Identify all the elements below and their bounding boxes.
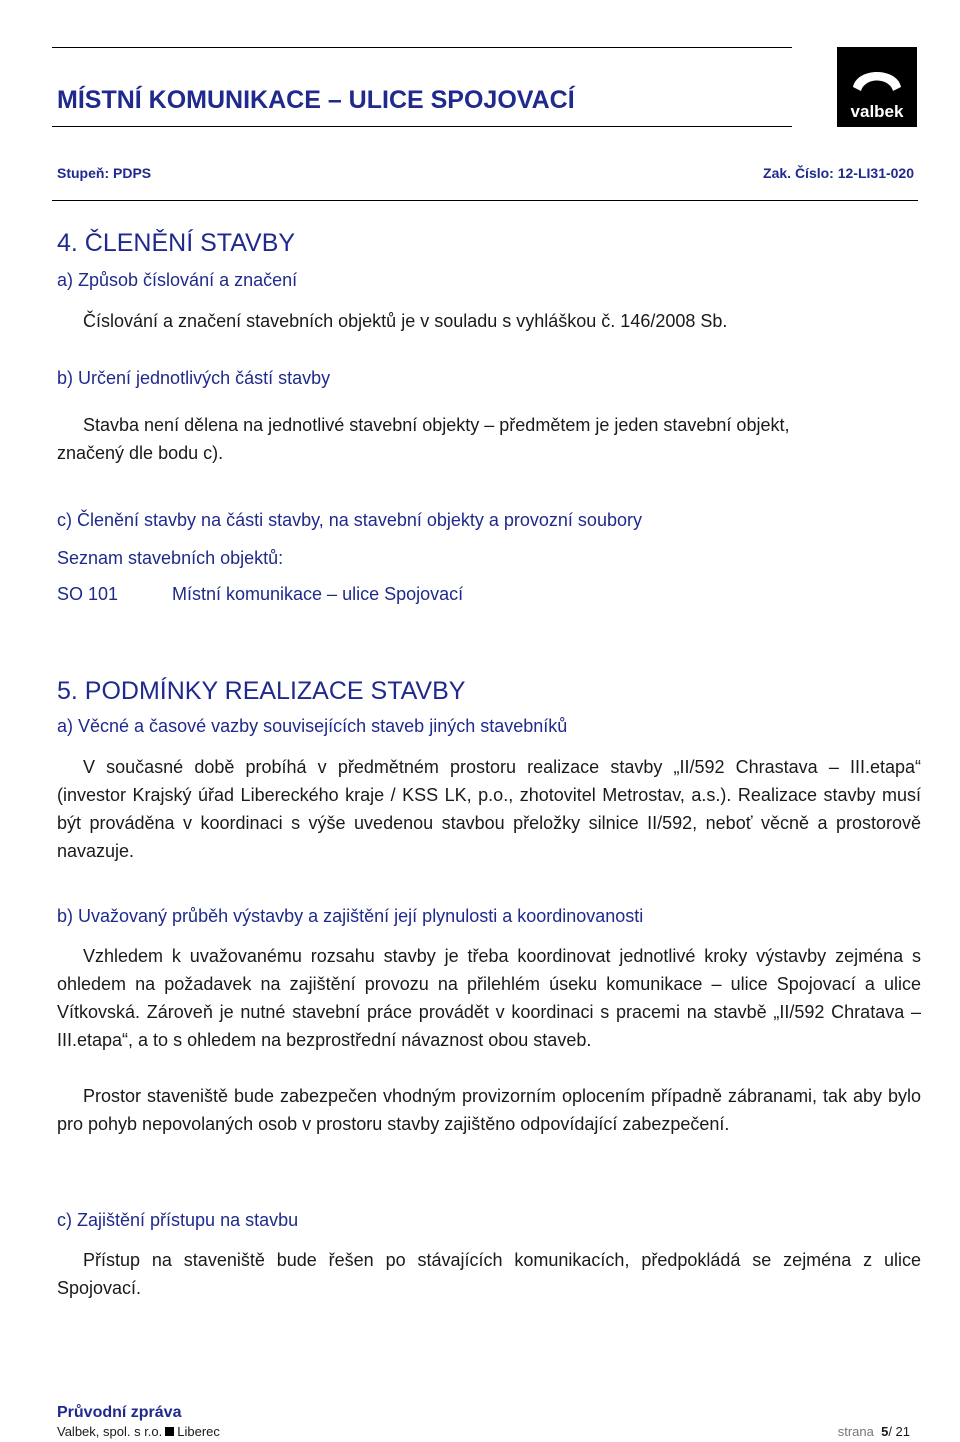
footer-company — [57, 1424, 220, 1439]
footer-doc-title: Průvodní zpráva — [57, 1404, 182, 1421]
page-label: strana — [837, 1424, 874, 1439]
object-code: SO 101 — [57, 584, 119, 604]
section5a-text — [57, 753, 921, 865]
section5b-text1 — [57, 942, 921, 1054]
page-current: 5 — [881, 1424, 889, 1439]
company-city: Liberec — [177, 1424, 220, 1439]
header-top-rule — [52, 47, 792, 48]
section5b-text1-content: Vzhledem k uvažovanému rozsahu stavby je třeba koordinovat jednotlivé kroky výstavby zejména s ohledem na požadavek na zajištění provozu na přilehlém úseku komunikace – ulice Spojovací a ulice Vítkovská. Zároveň je nutné stavební práce provádět v koordinaci s pracemi na stavbě „II/592 Chratava – III.etapa“, a to s ohledem na bezprostřední návaznost obou staveb. — [57, 946, 921, 1050]
section5c-text-content: Přístup na staveniště bude řešen po stávajících komunikacích, předpokládá se zejména z ulice Spojovací. — [57, 1250, 921, 1298]
document-title: MÍSTNÍ KOMUNIKACE – ULICE SPOJOVACÍ — [57, 86, 575, 114]
company-name: Valbek, spol. s r.o. — [57, 1424, 163, 1439]
contract-number: Zak. Číslo: 12-LI31-020 — [763, 165, 914, 181]
section5b-heading: b) Uvažovaný průběh výstavby a zajištění její plynulosti a koordinovanosti — [57, 906, 644, 926]
section4c-heading: c) Členění stavby na části stavby, na stavební objekty a provozní soubory — [57, 510, 642, 530]
company-logo — [837, 47, 917, 127]
section5c-heading: c) Zajištění přístupu na stavbu — [57, 1210, 299, 1230]
object-name: Místní komunikace – ulice Spojovací — [172, 584, 464, 604]
header-title-rule — [52, 126, 792, 127]
header-bottom-rule — [52, 200, 918, 201]
page-total: / 21 — [888, 1424, 910, 1439]
section5b-text2-content: Prostor staveniště bude zabezpečen vhodným provizorním oplocením případně zábranami, tak aby bylo pro pohyb nepovolaných osob v prostoru stavby zajištěno odpovídající zabezpečení. — [57, 1086, 921, 1134]
logo-text: valbek — [850, 102, 904, 121]
section5-heading: 5. PODMÍNKY REALIZACE STAVBY — [57, 677, 466, 705]
section5b-text2 — [57, 1082, 921, 1138]
section4b-text-line2: značený dle bodu c). — [57, 443, 224, 463]
stage-label: Stupeň: PDPS — [57, 165, 152, 181]
section5c-text — [57, 1246, 921, 1302]
section4b-heading: b) Určení jednotlivých částí stavby — [57, 368, 331, 388]
section5a-heading: a) Věcné a časové vazby souvisejících staveb jiných stavebníků — [57, 716, 568, 736]
section4-heading: 4. ČLENĚNÍ STAVBY — [57, 229, 296, 257]
section4b-text-line1: Stavba není dělena na jednotlivé stavební objekty – předmětem je jeden stavební objekt, — [83, 415, 790, 435]
object-list-heading: Seznam stavebních objektů: — [57, 548, 284, 568]
page-number — [838, 1424, 910, 1439]
logo-mark-icon — [837, 47, 917, 127]
section4a-text: Číslování a značení stavebních objektů je v souladu s vyhláškou č. 146/2008 Sb. — [83, 311, 728, 331]
section5a-text-content: V současné době probíhá v předmětném prostoru realizace stavby „II/592 Chrastava – III.etapa“ (investor Krajský úřad Libereckého kraje / KSS LK, p.o., zhotovitel Metrostav, a.s.). Realizace stavby musí být prováděna v koordinaci s výše uvedenou stavbou přeložky silnice II/592, neboť věcně a prostorově navazuje. — [57, 757, 921, 861]
section4a-heading: a) Způsob číslování a značení — [57, 270, 298, 290]
square-bullet-icon — [165, 1427, 174, 1436]
